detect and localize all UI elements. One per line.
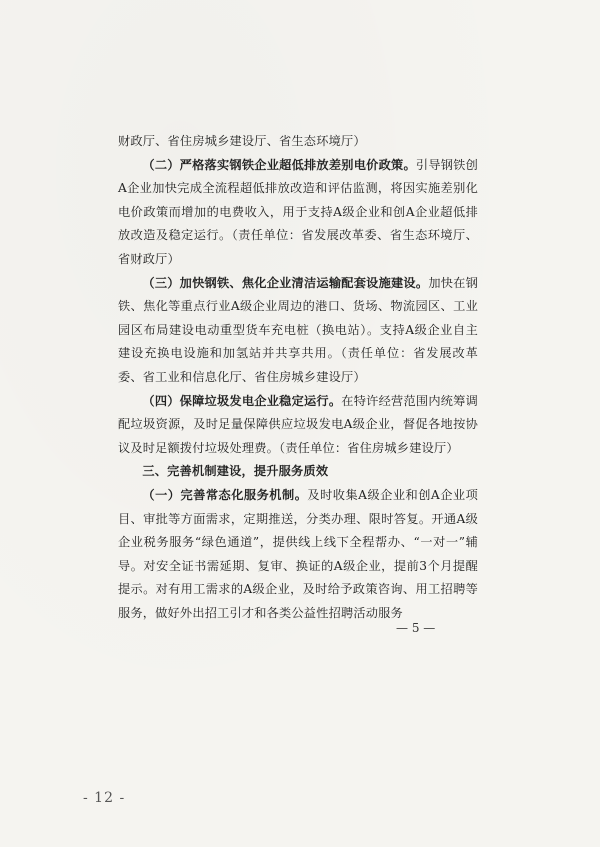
- paragraph-lead: （四）保障垃圾发电企业稳定运行。: [142, 393, 342, 408]
- paragraph-text: 财政厅、省住房城乡建设厅、省生态环境厅）: [118, 134, 366, 148]
- paragraph-text: 在特许经营范围内统筹调配垃圾资源，及时足量保障供应垃圾发电A级企业，督促各地按协议及时足额拨付垃圾处理费。（责任单位：省住房城乡建设厅）: [118, 393, 478, 455]
- paragraph-item-3: [118, 272, 478, 390]
- inner-page-number: — 5 —: [396, 621, 436, 635]
- paragraph-text: 及时收集A级企业和创A企业项目、审批等方面需求，定期推送，分类办理、限时答复。开通A级企业税务服务“绿色通道”，提供线上线下全程帮办、“一对一”辅导。对安全证书需延期、复审、换证的A级企业，提前3个月提醒提示。对有用工需求的A级企业，及时给予政策咨询、用工招聘等服务，做好外出招工引才和各类公益性招聘活动服务: [118, 487, 478, 620]
- section-heading: [118, 460, 478, 484]
- body-text: [118, 130, 478, 625]
- paragraph-lead: （三）加快钢铁、焦化企业清洁运输配套设施建设。: [142, 275, 429, 290]
- paragraph-text: 引导钢铁创A企业加快完成全流程超低排放改造和评估监测，将因实施差别化电价政策而增加的电费收入，用于支持A级企业和创A企业超低排放改造及稳定运行。（责任单位：省发展改革委、省生态环境厅、省财政厅）: [118, 157, 479, 266]
- paragraph-lead: （一）完善常态化服务机制。: [142, 487, 308, 502]
- paragraph-continuation: [118, 130, 478, 154]
- section-heading-text: 三、完善机制建设，提升服务质效: [142, 464, 329, 479]
- paragraph-text: 加快在钢铁、焦化等重点行业A级企业周边的港口、货场、物流园区、工业园区布局建设电动重型货车充电桩（换电站）。支持A级企业自主建设充换电设施和加氢站并共享共用。（责任单位：省发展改革委、省工业和信息化厅、省住房城乡建设厅）: [118, 275, 478, 384]
- paragraph-item-4: [118, 390, 478, 461]
- paragraph-lead: （二）严格落实钢铁企业超低排放差别电价政策。: [142, 157, 416, 172]
- paragraph-item-5: [118, 484, 478, 626]
- outer-page-number: - 12 -: [83, 790, 126, 806]
- paragraph-item-2: [118, 154, 478, 272]
